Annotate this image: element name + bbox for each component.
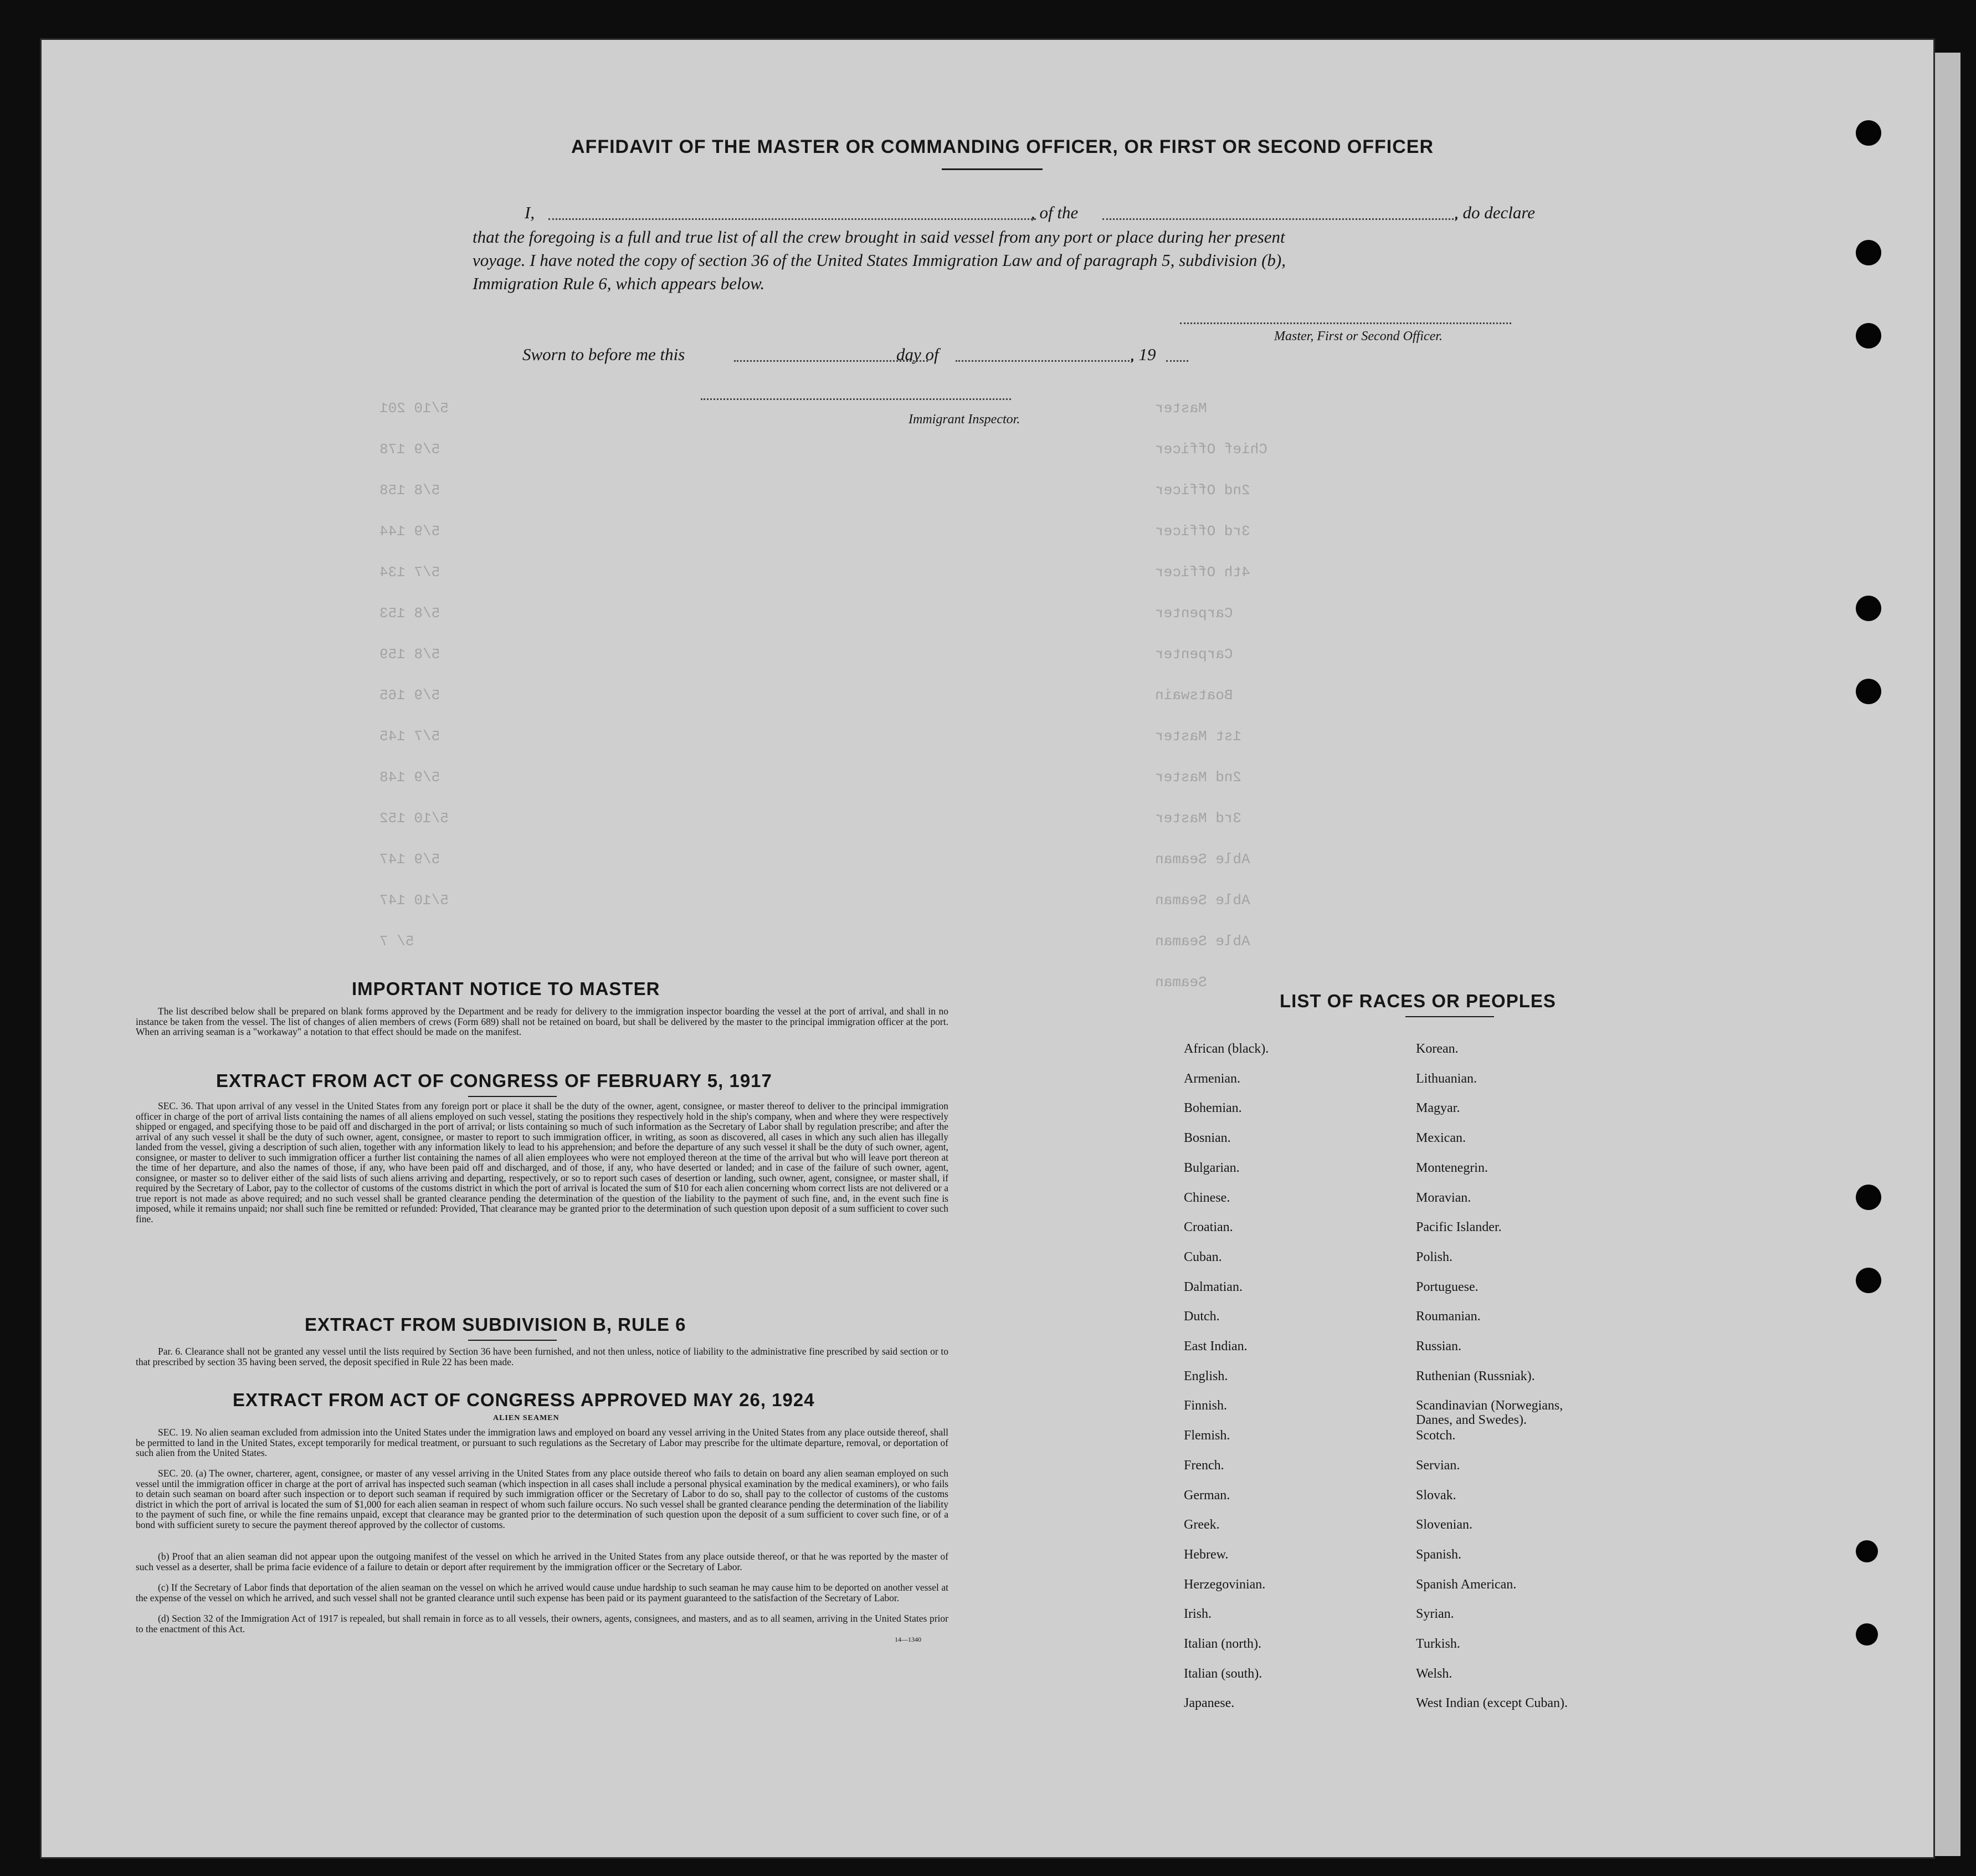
bleedthrough-code: 5/9 144 xyxy=(379,523,440,540)
bleedthrough-code: 5/7 134 xyxy=(379,564,440,581)
race-item-left: African (black). xyxy=(1184,1042,1269,1056)
race-item-right: Polish. xyxy=(1416,1249,1453,1264)
bleedthrough-code: 5/9 147 xyxy=(379,851,440,868)
bleedthrough-rank: Carpenter xyxy=(1155,605,1233,622)
races-underline xyxy=(1405,1016,1494,1017)
rule6-text: Par. 6. Clearance shall not be granted any vessel until the lists required by Section 36 have been furnished, and not then unless, notice of liability to the administrative fine prescribed by said section or to that prescribed by section 35 having been served, the deposit specified in Rule 22 has been made. xyxy=(136,1346,948,1367)
binder-hole xyxy=(1856,1268,1881,1293)
bleedthrough-code: 5/10 201 xyxy=(379,400,449,417)
bleedthrough-code: 5/8 159 xyxy=(379,646,440,663)
race-item-left: Flemish. xyxy=(1184,1428,1230,1443)
declare-of-the: , of the xyxy=(1031,203,1079,222)
extract-1924-title: EXTRACT FROM ACT OF CONGRESS APPROVED MAY 26, 1924 xyxy=(233,1390,815,1410)
race-item-right: Moravian. xyxy=(1416,1190,1471,1205)
bleedthrough-code: 5/ 7 xyxy=(379,933,414,950)
binder-hole xyxy=(1856,240,1881,265)
race-item-left: German. xyxy=(1184,1488,1230,1503)
race-item-right: Roumanian. xyxy=(1416,1309,1481,1324)
race-item-right: Danes, and Swedes). xyxy=(1416,1413,1527,1428)
race-item-left: Japanese. xyxy=(1184,1696,1235,1711)
extract-1917-underline xyxy=(468,1096,557,1097)
race-item-right: Syrian. xyxy=(1416,1607,1454,1622)
sworn-label: Sworn to before me this xyxy=(522,345,685,364)
bleedthrough-rank: Boatswain xyxy=(1155,687,1233,704)
sworn-year: , 19 xyxy=(1130,345,1156,364)
bleedthrough-rank: 4th Officer xyxy=(1155,564,1250,581)
extract-1917-text: SEC. 36. That upon arrival of any vessel in the United States from any foreign port or place it shall be the duty of the owner, agent, consignee, or master thereof to deliver to the principal immigration officer in charge of the port of arrival lists containing the names of all aliens employed on such vessel, stating the positions they respectively hold in the ship's company, when and where they were respectively shipped or engaged, and specifying those to be paid off and discharged in the port of arrival; or lists containing so much of such information as the Secretary of Labor shall by regulation prescribe; and after the arrival of any such vessel it shall be the duty of such owner, agent, consignee, or master to report to such immigration officer, in writing, as soon as discovered, all cases in which any such alien has illegally landed from the vessel, giving a description of such alien, together with any information likely to lead to his apprehension; and before the departure of any such vessel it shall be the duty of such owner, agent, consignee, or master to deliver to such immigration officer a further list containing the names of all alien employees who were not employed thereon at the time of the arrival but who will leave port thereon at the time of her departure, and also the names of those, if any, who have been paid off and discharged, and of those, if any, who have deserted or landed; and in case of the failure of such owner, agent, consignee, or master so to deliver either of the said lists of such aliens arriving and departing, respectively, or so to report such cases of desertion or landing, such owner, agent, consignee, or master shall, if required by the Secretary of Labor, pay to the collector of customs of the customs district in which the port of arrival is located the sum of $10 for each alien concerning whom correct lists are not delivered or a true report is not made as above required; and no such vessel shall be granted clearance pending the determination of the question of the liability to the payment of such fine, and, in the event such fine is imposed, while it remains unpaid; nor shall such fine be remitted or refunded: Provided, That clearance may be granted prior to the determination of such question upon deposit of a sum sufficient to cover such fine. xyxy=(136,1100,948,1224)
extract-1917-title: EXTRACT FROM ACT OF CONGRESS OF FEBRUARY 5, 1917 xyxy=(216,1070,772,1091)
race-item-left: Hebrew. xyxy=(1184,1547,1229,1562)
bleedthrough-rank: Able Seaman xyxy=(1155,851,1250,868)
race-item-left: Italian (south). xyxy=(1184,1666,1262,1681)
inspector-label: Immigrant Inspector. xyxy=(909,412,1020,427)
bleedthrough-rank: 1st Master xyxy=(1155,728,1242,745)
bleedthrough-code: 5/8 153 xyxy=(379,605,440,622)
race-item-right: Welsh. xyxy=(1416,1666,1453,1681)
sworn-day-of: day of xyxy=(896,345,939,364)
binder-hole xyxy=(1856,1540,1878,1562)
race-item-right: Portuguese. xyxy=(1416,1279,1479,1294)
bleedthrough-rank: Able Seaman xyxy=(1155,892,1250,909)
statement-line-3: Immigration Rule 6, which appears below. xyxy=(473,274,765,293)
rule6-title: EXTRACT FROM SUBDIVISION B, RULE 6 xyxy=(305,1314,686,1335)
bleedthrough-code: 5/8 158 xyxy=(379,482,440,499)
binder-hole xyxy=(1856,596,1881,621)
statement-line-2: voyage. I have noted the copy of section 36 of the United States Immigration Law and of paragraph 5, subdivision (b), xyxy=(473,250,1286,270)
race-item-left: Greek. xyxy=(1184,1518,1220,1532)
affidavit-title: AFFIDAVIT OF THE MASTER OR COMMANDING OFFICER, OR FIRST OR SECOND OFFICER xyxy=(571,136,1434,157)
race-item-right: Scandinavian (Norwegians, xyxy=(1416,1398,1563,1413)
form-number: 14—1340 xyxy=(895,1636,921,1643)
race-item-right: Russian. xyxy=(1416,1339,1462,1354)
name-field[interactable] xyxy=(548,218,1036,220)
bleedthrough-code: 5/9 165 xyxy=(379,687,440,704)
bleedthrough-code: 5/10 147 xyxy=(379,892,449,909)
races-title: LIST OF RACES OR PEOPLES xyxy=(1280,991,1556,1011)
sec20c-text: (c) If the Secretary of Labor finds that deportation of the alien seaman on the vessel on which he arrived would cause undue hardship to such seaman he may cause him to be deported on another vessel at the expense of the vessel on which he arrived, and such vessel shall not be granted clearance until such expense has been paid or its payment guaranteed to the satisfaction of the Secretary of Labor. xyxy=(136,1582,948,1603)
inspector-signature-field[interactable] xyxy=(701,398,1011,400)
race-item-right: Turkish. xyxy=(1416,1637,1460,1651)
race-item-left: Irish. xyxy=(1184,1607,1212,1622)
race-item-left: Bohemian. xyxy=(1184,1101,1242,1116)
bleedthrough-code: 5/7 145 xyxy=(379,728,440,745)
statement-line-1: that the foregoing is a full and true list of all the crew brought in said vessel from any port or place during her present xyxy=(473,227,1285,247)
race-item-left: East Indian. xyxy=(1184,1339,1248,1354)
bleedthrough-code: 5/9 178 xyxy=(379,441,440,458)
bleedthrough-rank: 3rd Master xyxy=(1155,810,1242,827)
race-item-left: Dalmatian. xyxy=(1184,1279,1243,1294)
race-item-left: Bosnian. xyxy=(1184,1131,1231,1146)
sec20d-text: (d) Section 32 of the Immigration Act of 1917 is repealed, but shall remain in force as to all vessels, their owners, agents, consignees, and masters, and as to all seamen, arriving in the United States prior to the enactment of this Act. xyxy=(136,1613,948,1634)
bleedthrough-rank: Able Seaman xyxy=(1155,933,1250,950)
sworn-month-field[interactable] xyxy=(956,360,1133,362)
race-item-left: Bulgarian. xyxy=(1184,1160,1240,1175)
race-item-right: Spanish American. xyxy=(1416,1577,1517,1592)
race-item-left: Dutch. xyxy=(1184,1309,1220,1324)
race-item-left: English. xyxy=(1184,1368,1228,1383)
race-item-right: Montenegrin. xyxy=(1416,1160,1488,1175)
race-item-left: Armenian. xyxy=(1184,1071,1240,1086)
sworn-year-field[interactable] xyxy=(1166,360,1188,362)
title-underline xyxy=(942,168,1043,170)
bleedthrough-rank: 2nd Master xyxy=(1155,769,1242,786)
race-item-left: Herzegovinian. xyxy=(1184,1577,1266,1592)
notice-title: IMPORTANT NOTICE TO MASTER xyxy=(352,978,660,999)
declare-end: , do declare xyxy=(1454,203,1536,222)
race-item-right: West Indian (except Cuban). xyxy=(1416,1696,1568,1711)
sec20a-text: SEC. 20. (a) The owner, charterer, agent, consignee, or master of any vessel arriving in the United States from any place outside thereof who fails to detain on board any alien seaman employed on such vessel until the immigration officer in charge at the port of arrival has inspected such seaman (which inspection in all cases shall include a personal physical examination by the medical examiners), or who fails to detain such seaman on board after such inspection or to deport such seaman if required by such immigration officer or the Secretary of Labor to do so, shall pay to the collector of customs of the customs district in which the port of arrival is located the sum of $1,000 for each alien seaman in respect of whom such failure occurs. No such vessel shall be granted clearance pending the determination of the liability to the payment of such fine, or while the fine remains unpaid, except that clearance may be granted prior to the determination of such question upon the deposit of a sum sufficient to cover such fine, or of a bond with sufficient surety to secure the payment thereof approved by the collector of customs. xyxy=(136,1468,948,1530)
bleedthrough-rank: Master xyxy=(1155,400,1207,417)
vessel-field[interactable] xyxy=(1102,218,1457,220)
binder-hole xyxy=(1856,120,1881,146)
race-item-right: Slovenian. xyxy=(1416,1518,1472,1532)
bleedthrough-rank: Chief Officer xyxy=(1155,441,1267,458)
race-item-left: Croatian. xyxy=(1184,1220,1233,1235)
signature-field[interactable] xyxy=(1180,322,1511,324)
bleedthrough-rank: Carpenter xyxy=(1155,646,1233,663)
bleedthrough-rank: 2nd Officer xyxy=(1155,482,1250,499)
race-item-right: Lithuanian. xyxy=(1416,1071,1477,1086)
declare-I: I, xyxy=(525,203,535,222)
race-item-left: Chinese. xyxy=(1184,1190,1230,1205)
bleedthrough-rank: Seaman xyxy=(1155,974,1207,991)
bleedthrough-code: 5/9 148 xyxy=(379,769,440,786)
form-page xyxy=(42,40,1933,1857)
sec19-text: SEC. 19. No alien seaman excluded from admission into the United States under the immigration laws and employed on board any vessel arriving in the United States from any place outside thereof, shall be permitted to land in the United States, except temporarily for medical treatment, or pursuant to such regulations as the Secretary of Labor may prescribe for the ultimate departure, removal, or deportation of such alien from the United States. xyxy=(136,1427,948,1458)
bleedthrough-code: 5/10 152 xyxy=(379,810,449,827)
race-item-right: Scotch. xyxy=(1416,1428,1456,1443)
race-item-right: Slovak. xyxy=(1416,1488,1456,1503)
race-item-left: Cuban. xyxy=(1184,1249,1222,1264)
race-item-right: Ruthenian (Russniak). xyxy=(1416,1368,1535,1383)
signature-label: Master, First or Second Officer. xyxy=(1274,329,1443,344)
race-item-right: Mexican. xyxy=(1416,1131,1466,1146)
rule6-underline xyxy=(468,1340,557,1341)
race-item-right: Pacific Islander. xyxy=(1416,1220,1502,1235)
bleedthrough-rank: 3rd Officer xyxy=(1155,523,1250,540)
race-item-left: French. xyxy=(1184,1458,1224,1473)
notice-text: The list described below shall be prepared on blank forms approved by the Department and be ready for delivery to the immigration inspector boarding the vessel at the port of arrival, and shall in no instance be taken from the vessel. The list of changes of alien members of crews (Form 689) shall not be retained on board, but shall be delivered by the master to the principal immigration officer at the port. When an arriving seaman is a "workaway" a notation to that effect should be made on the manifest. xyxy=(136,1006,948,1037)
binder-hole xyxy=(1856,323,1881,348)
race-item-right: Servian. xyxy=(1416,1458,1460,1473)
binder-hole xyxy=(1856,679,1881,704)
race-item-left: Italian (north). xyxy=(1184,1637,1261,1651)
binder-hole xyxy=(1856,1623,1878,1646)
race-item-right: Magyar. xyxy=(1416,1101,1460,1116)
race-item-left: Finnish. xyxy=(1184,1398,1228,1413)
alien-seamen-subtitle: ALIEN SEAMEN xyxy=(493,1414,560,1422)
binder-hole xyxy=(1856,1185,1881,1210)
sec20b-text: (b) Proof that an alien seaman did not appear upon the outgoing manifest of the vessel on which he arrived in the United States from any place outside thereof, or that he was reported by the master of such vessel as a deserter, shall be prima facie evidence of a failure to detain or deport after requirement by the immigration officer or the Secretary of Labor. xyxy=(136,1551,948,1572)
race-item-right: Korean. xyxy=(1416,1042,1459,1056)
race-item-right: Spanish. xyxy=(1416,1547,1462,1562)
